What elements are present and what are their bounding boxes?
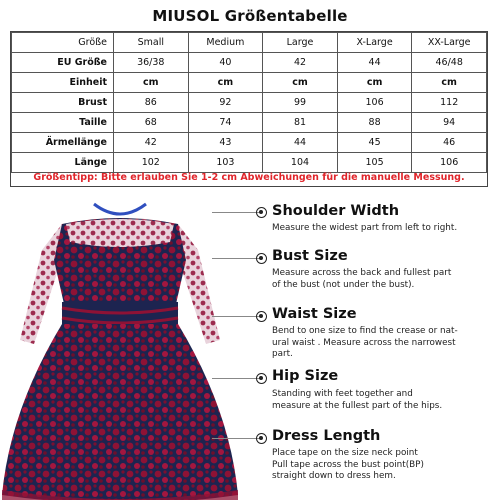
bullet-icon (256, 311, 267, 322)
table-row (12, 73, 487, 93)
guide-text-line: ural waist . Measure across the narrowest (272, 337, 456, 348)
table-cell: 102 (114, 153, 189, 173)
row-label: Länge (12, 153, 114, 173)
leader-line (212, 438, 262, 439)
table-header-cell: X-Large (337, 33, 412, 53)
row-label: Einheit (12, 73, 114, 93)
table-cell: 44 (263, 133, 338, 153)
table-cell: 88 (337, 113, 412, 133)
table-cell: 99 (263, 93, 338, 113)
table-row (12, 133, 487, 153)
guide-item-length (212, 428, 500, 498)
size-tip: Größentipp: Bitte erlauben Sie 1-2 cm Abweichungen für die manuelle Messung. (33, 172, 465, 183)
yoke (66, 219, 174, 247)
table-cell: 94 (412, 113, 487, 133)
guide-item-bust (212, 248, 500, 303)
guide-text-line: Place tape on the size neck point (272, 448, 418, 458)
table-cell: 104 (263, 153, 338, 173)
guide-item-waist (212, 306, 500, 371)
table-cell: 112 (412, 93, 487, 113)
table-row (12, 113, 487, 133)
guide-text-line: of the bust (not under the bust). (272, 279, 415, 290)
leader-line (212, 258, 262, 259)
leader-line (212, 212, 262, 213)
guide-item-shoulder (212, 198, 500, 248)
guide-text-line: measure at the fullest part of the hips. (272, 400, 443, 411)
guide-text (272, 223, 500, 235)
guide-heading: Waist Size (272, 306, 357, 322)
table-header-cell: Medium (188, 33, 263, 53)
table-header-cell: Large (263, 33, 338, 53)
leader-line (212, 316, 262, 317)
table-cell: 86 (114, 93, 189, 113)
table-cell: cm (114, 73, 189, 93)
guide-text-line: part. (272, 349, 293, 359)
guide-text-line: straight down to dress hem. (272, 471, 396, 481)
guide-text-line: Measure the widest part from left to right. (272, 223, 458, 233)
guide-text (272, 268, 500, 291)
guide-heading: Bust Size (272, 248, 348, 264)
table-header-cell: Small (114, 33, 189, 53)
table-row (12, 53, 487, 73)
table-row (12, 93, 487, 113)
table-cell: 36/38 (114, 53, 189, 73)
table-cell: 106 (337, 93, 412, 113)
table-cell: 44 (337, 53, 412, 73)
neckline-trim (94, 204, 146, 214)
guide-heading: Hip Size (272, 368, 339, 384)
table-header-cell: XX-Large (412, 33, 487, 53)
bullet-icon (256, 253, 267, 264)
table-cell: 46 (412, 133, 487, 153)
size-table (11, 32, 487, 173)
row-label: Ärmellänge (12, 133, 114, 153)
table-cell: 92 (188, 93, 263, 113)
table-header-row (12, 33, 487, 53)
row-label: EU Größe (12, 53, 114, 73)
table-cell: 103 (188, 153, 263, 173)
table-cell: 45 (337, 133, 412, 153)
table-cell: 106 (412, 153, 487, 173)
measurement-guide (212, 198, 500, 498)
table-cell: cm (412, 73, 487, 93)
guide-text-line: Pull tape across the bust point(BP) (272, 459, 424, 470)
bullet-icon (256, 433, 267, 444)
page-title: MIUSOL Größentabelle (152, 7, 348, 25)
guide-text (272, 326, 500, 361)
table-cell: cm (188, 73, 263, 93)
guide-heading: Shoulder Width (272, 203, 400, 219)
guide-text (272, 389, 500, 412)
table-cell: 42 (263, 53, 338, 73)
leader-line (212, 378, 262, 379)
table-cell: 46/48 (412, 53, 487, 73)
guide-item-hip (212, 368, 500, 423)
guide-heading: Dress Length (272, 428, 381, 444)
table-cell: 42 (114, 133, 189, 153)
table-cell: cm (263, 73, 338, 93)
table-cell: cm (337, 73, 412, 93)
bullet-icon (256, 207, 267, 218)
guide-text (272, 448, 500, 483)
guide-text-line: Bend to one size to find the crease or nat- (272, 326, 458, 336)
table-cell: 105 (337, 153, 412, 173)
table-header-cell: Größe (12, 33, 114, 53)
row-label: Brust (12, 93, 114, 113)
table-cell: 68 (114, 113, 189, 133)
table-cell: 40 (188, 53, 263, 73)
skirt (2, 324, 238, 500)
guide-text-line: Standing with feet together and (272, 389, 413, 399)
table-cell: 74 (188, 113, 263, 133)
left-sleeve (20, 224, 62, 344)
bullet-icon (256, 373, 267, 384)
table-cell: 43 (188, 133, 263, 153)
guide-text-line: Measure across the back and fullest part (272, 268, 452, 278)
table-row (12, 153, 487, 173)
row-label: Taille (12, 113, 114, 133)
table-cell: 81 (263, 113, 338, 133)
size-chart-box (10, 31, 488, 187)
dress-illustration (0, 190, 240, 500)
